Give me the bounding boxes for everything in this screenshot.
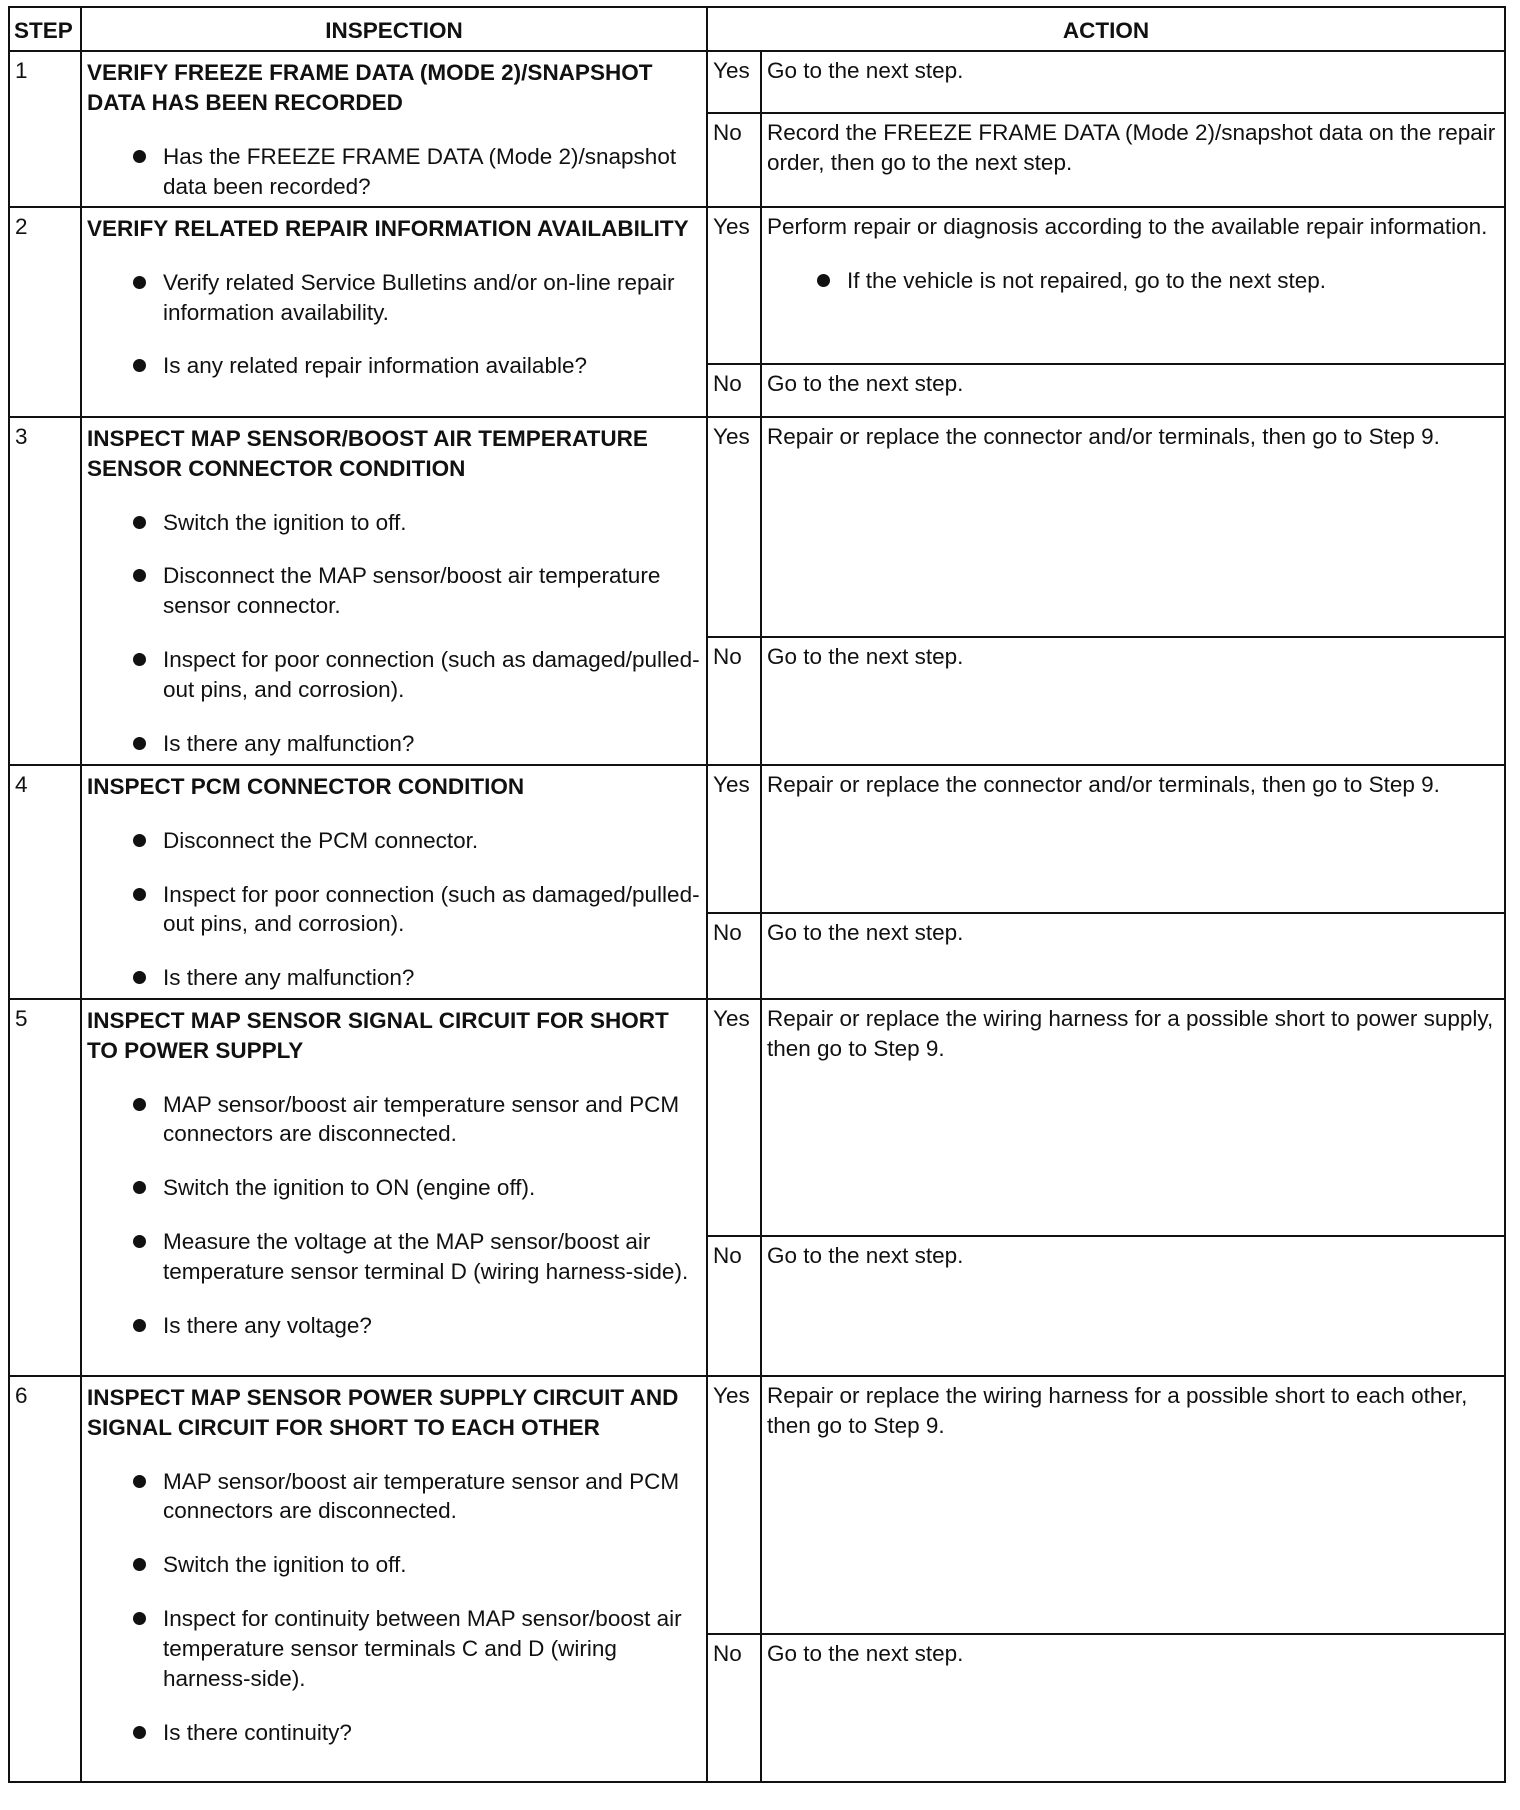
inspection-bullet: Inspect for poor connection (such as damaged/pulled-out pins, and corrosion). (87, 880, 701, 940)
inspection-cell (81, 999, 707, 1376)
no-label: No (707, 913, 761, 999)
inspection-bullet: Is there any malfunction? (87, 963, 701, 993)
inspection-bullet: Inspect for continuity between MAP sensor/boost air temperature sensor terminals C and D (wiring harness-side). (87, 1604, 701, 1694)
step-row-2-yes (9, 207, 1505, 364)
action-bullet: If the vehicle is not repaired, go to the next step. (767, 266, 1499, 296)
step-row-4-yes (9, 765, 1505, 913)
step-number: 1 (9, 51, 81, 207)
yes-action-text: Repair or replace the wiring harness for a possible short to power supply, then go to Step 9. (767, 1005, 1494, 1061)
inspection-bullet-list (87, 826, 701, 994)
yes-action (761, 207, 1505, 364)
inspection-cell (81, 207, 707, 417)
inspection-cell (81, 1376, 707, 1782)
action-bullet-list (767, 266, 1499, 296)
yes-label: Yes (707, 1376, 761, 1634)
step-title: INSPECT MAP SENSOR SIGNAL CIRCUIT FOR SHORT TO POWER SUPPLY (87, 1007, 669, 1063)
yes-label: Yes (707, 765, 761, 913)
step-title: INSPECT MAP SENSOR POWER SUPPLY CIRCUIT AND SIGNAL CIRCUIT FOR SHORT TO EACH OTHER (87, 1384, 679, 1440)
yes-action-text: Repair or replace the connector and/or terminals, then go to Step 9. (767, 771, 1440, 797)
inspection-bullet: Inspect for poor connection (such as damaged/pulled-out pins, and corrosion). (87, 645, 701, 705)
inspection-bullet: Is there any malfunction? (87, 729, 701, 759)
step-row-3-yes (9, 417, 1505, 637)
no-label: No (707, 1236, 761, 1376)
inspection-cell (81, 417, 707, 765)
step-number: 3 (9, 417, 81, 765)
inspection-bullet: Measure the voltage at the MAP sensor/boost air temperature sensor terminal D (wiring harness-side). (87, 1227, 701, 1287)
inspection-bullet: Is there any voltage? (87, 1311, 701, 1341)
yes-action-text: Go to the next step. (767, 58, 964, 83)
yes-label: Yes (707, 417, 761, 637)
yes-action (761, 51, 1505, 113)
diagnostic-table (8, 6, 1506, 1783)
no-action-text: Go to the next step. (761, 637, 1505, 765)
header-action: ACTION (707, 7, 1505, 51)
inspection-bullet: Switch the ignition to off. (87, 1550, 701, 1580)
step-title: INSPECT MAP SENSOR/BOOST AIR TEMPERATURE SENSOR CONNECTOR CONDITION (87, 425, 648, 481)
no-action-text: Record the FREEZE FRAME DATA (Mode 2)/snapshot data on the repair order, then go to the next step. (761, 113, 1505, 207)
step-row-6-yes (9, 1376, 1505, 1634)
inspection-bullet-list (87, 268, 701, 382)
yes-action (761, 417, 1505, 637)
no-action-text: Go to the next step. (761, 1236, 1505, 1376)
no-label: No (707, 364, 761, 417)
yes-action (761, 999, 1505, 1236)
step-number: 5 (9, 999, 81, 1376)
inspection-bullet: Disconnect the MAP sensor/boost air temperature sensor connector. (87, 561, 701, 621)
yes-label: Yes (707, 51, 761, 113)
header-inspection: INSPECTION (81, 7, 707, 51)
inspection-cell (81, 51, 707, 207)
yes-action (761, 1376, 1505, 1634)
no-label: No (707, 113, 761, 207)
no-label: No (707, 1634, 761, 1782)
inspection-bullet: MAP sensor/boost air temperature sensor and PCM connectors are disconnected. (87, 1090, 701, 1150)
inspection-bullet: Verify related Service Bulletins and/or on-line repair information availability. (87, 268, 701, 328)
inspection-bullet-list (87, 142, 701, 202)
yes-action (761, 765, 1505, 913)
no-label: No (707, 637, 761, 765)
step-row-1-yes (9, 51, 1505, 113)
inspection-bullet: Switch the ignition to ON (engine off). (87, 1173, 701, 1203)
yes-action-text: Perform repair or diagnosis according to the available repair information. (767, 213, 1488, 239)
inspection-bullet: MAP sensor/boost air temperature sensor and PCM connectors are disconnected. (87, 1467, 701, 1527)
inspection-bullet: Has the FREEZE FRAME DATA (Mode 2)/snapshot data been recorded? (87, 142, 701, 202)
diagnostic-procedure-page (8, 6, 1504, 1783)
steps-body (9, 51, 1505, 1782)
no-action-text: Go to the next step. (761, 1634, 1505, 1782)
inspection-bullet-list (87, 1090, 701, 1342)
header-step: STEP (9, 7, 81, 51)
inspection-bullet: Disconnect the PCM connector. (87, 826, 701, 856)
yes-action-text: Repair or replace the connector and/or terminals, then go to Step 9. (767, 423, 1440, 449)
no-action-text: Go to the next step. (761, 364, 1505, 417)
step-number: 2 (9, 207, 81, 417)
step-number: 6 (9, 1376, 81, 1782)
step-title: VERIFY FREEZE FRAME DATA (MODE 2)/SNAPSHOT DATA HAS BEEN RECORDED (87, 60, 653, 115)
header-row (9, 7, 1505, 51)
inspection-cell (81, 765, 707, 999)
inspection-bullet: Switch the ignition to off. (87, 508, 701, 538)
inspection-bullet-list (87, 1467, 701, 1748)
step-title: INSPECT PCM CONNECTOR CONDITION (87, 773, 525, 799)
inspection-bullet: Is any related repair information available? (87, 351, 701, 381)
yes-label: Yes (707, 207, 761, 364)
no-action-text: Go to the next step. (761, 913, 1505, 999)
step-number: 4 (9, 765, 81, 999)
yes-action-text: Repair or replace the wiring harness for a possible short to each other, then go to Step 9. (767, 1382, 1468, 1438)
step-title: VERIFY RELATED REPAIR INFORMATION AVAILABILITY (87, 215, 689, 241)
step-row-5-yes (9, 999, 1505, 1236)
inspection-bullet-list (87, 508, 701, 760)
yes-label: Yes (707, 999, 761, 1236)
inspection-bullet: Is there continuity? (87, 1718, 701, 1748)
